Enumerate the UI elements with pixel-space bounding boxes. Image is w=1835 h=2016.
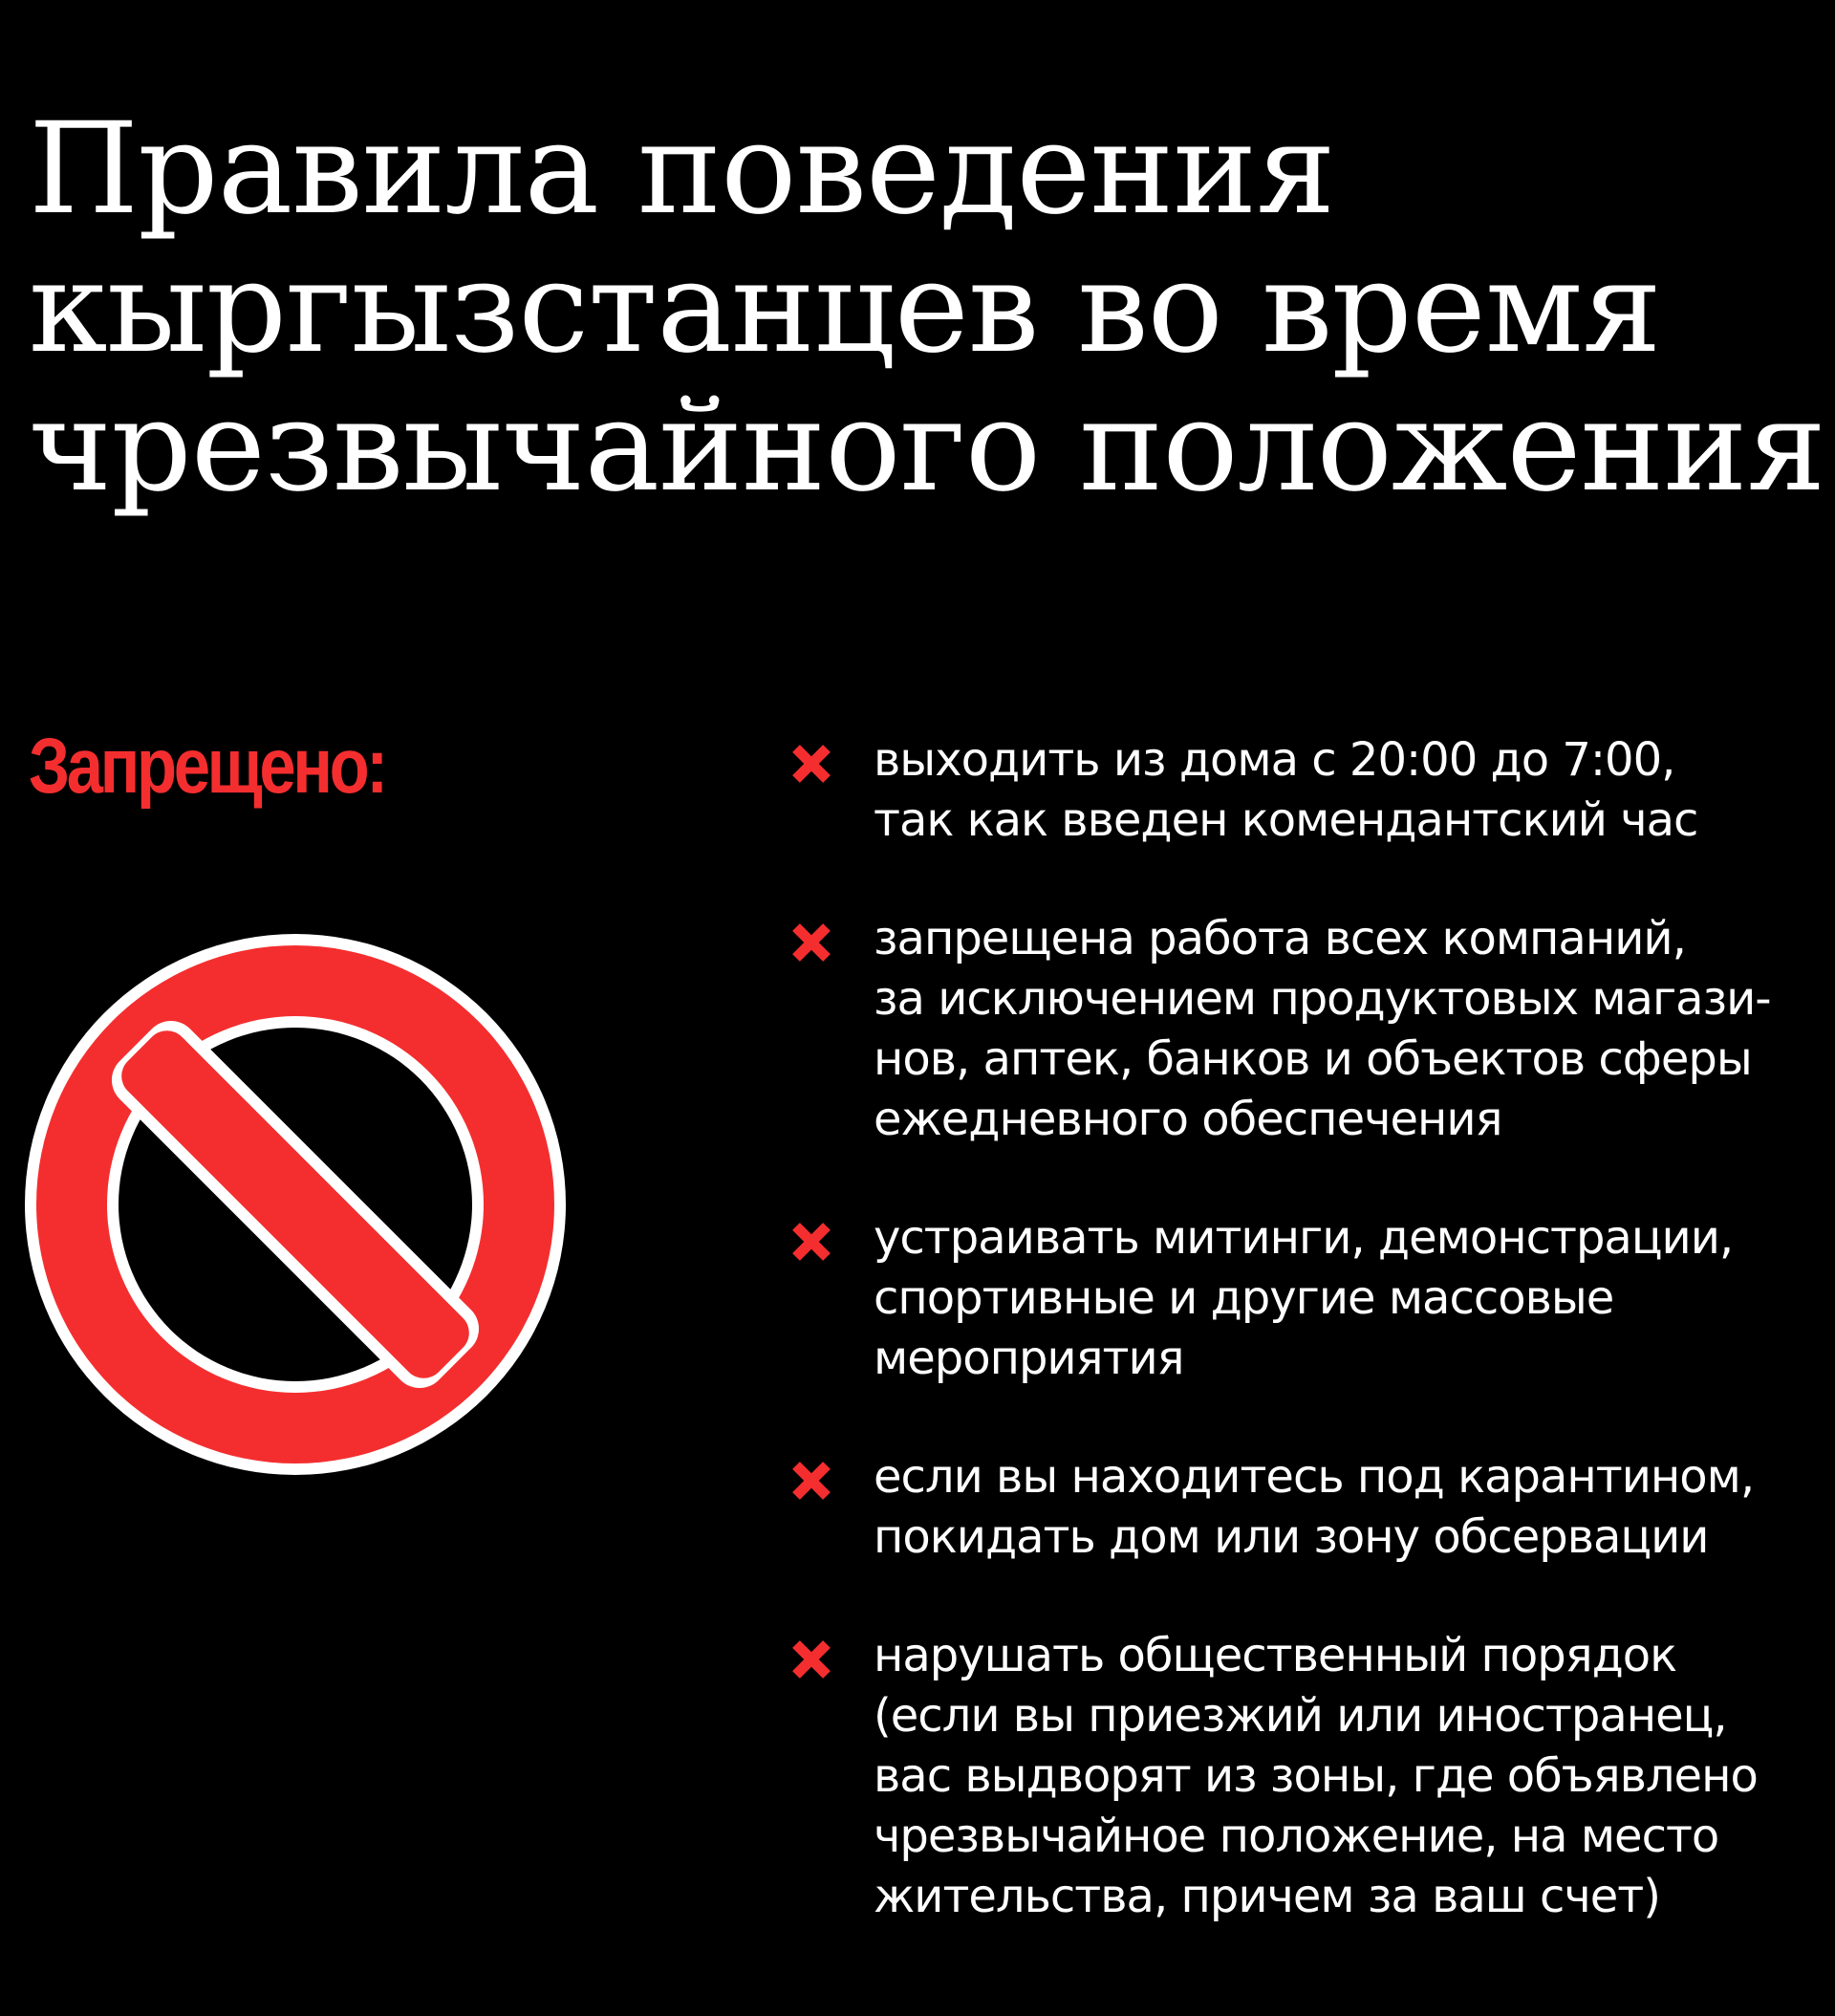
forbidden-item	[786, 730, 1818, 851]
forbidden-item	[786, 1447, 1818, 1568]
page-title	[29, 96, 1825, 520]
red-cross-icon	[789, 1220, 833, 1264]
forbidden-item-text: выходить из дома с 20:00 до 7:00, так как введен комендантский час	[874, 733, 1698, 847]
forbidden-item-text: запрещена работа всех компаний, за исключением продуктовых магази- нов, аптек, банков и объектов сферы ежедневного обеспечения	[874, 912, 1771, 1146]
forbidden-list	[786, 730, 1818, 1985]
forbidden-heading: Запрещено:	[29, 723, 385, 810]
title-line-3: чрезвычайного положения	[29, 373, 1825, 520]
title-line-2: кыргызстанцев во время	[29, 234, 1661, 381]
red-cross-icon	[789, 1637, 833, 1681]
forbidden-item	[786, 1626, 1818, 1927]
forbidden-item-text: устраивать митинги, демонстрации, спортивные и другие массовые мероприятия	[874, 1211, 1734, 1385]
forbidden-item	[786, 1208, 1818, 1389]
forbidden-item-text: нарушать общественный порядок (если вы приезжий или иностранец, вас выдворят из зоны, где объявлено чрезвычайное положение, на место жительства, причем за ваш счет)	[874, 1629, 1758, 1923]
red-cross-icon	[789, 921, 833, 965]
title-line-1: Правила поведения	[29, 96, 1335, 243]
forbidden-item	[786, 909, 1818, 1150]
red-cross-icon	[789, 742, 833, 786]
forbidden-item-text: если вы находитесь под карантином, покидать дом или зону обсервации	[874, 1450, 1755, 1564]
prohibition-sign-icon	[23, 932, 568, 1477]
red-cross-icon	[789, 1459, 833, 1503]
